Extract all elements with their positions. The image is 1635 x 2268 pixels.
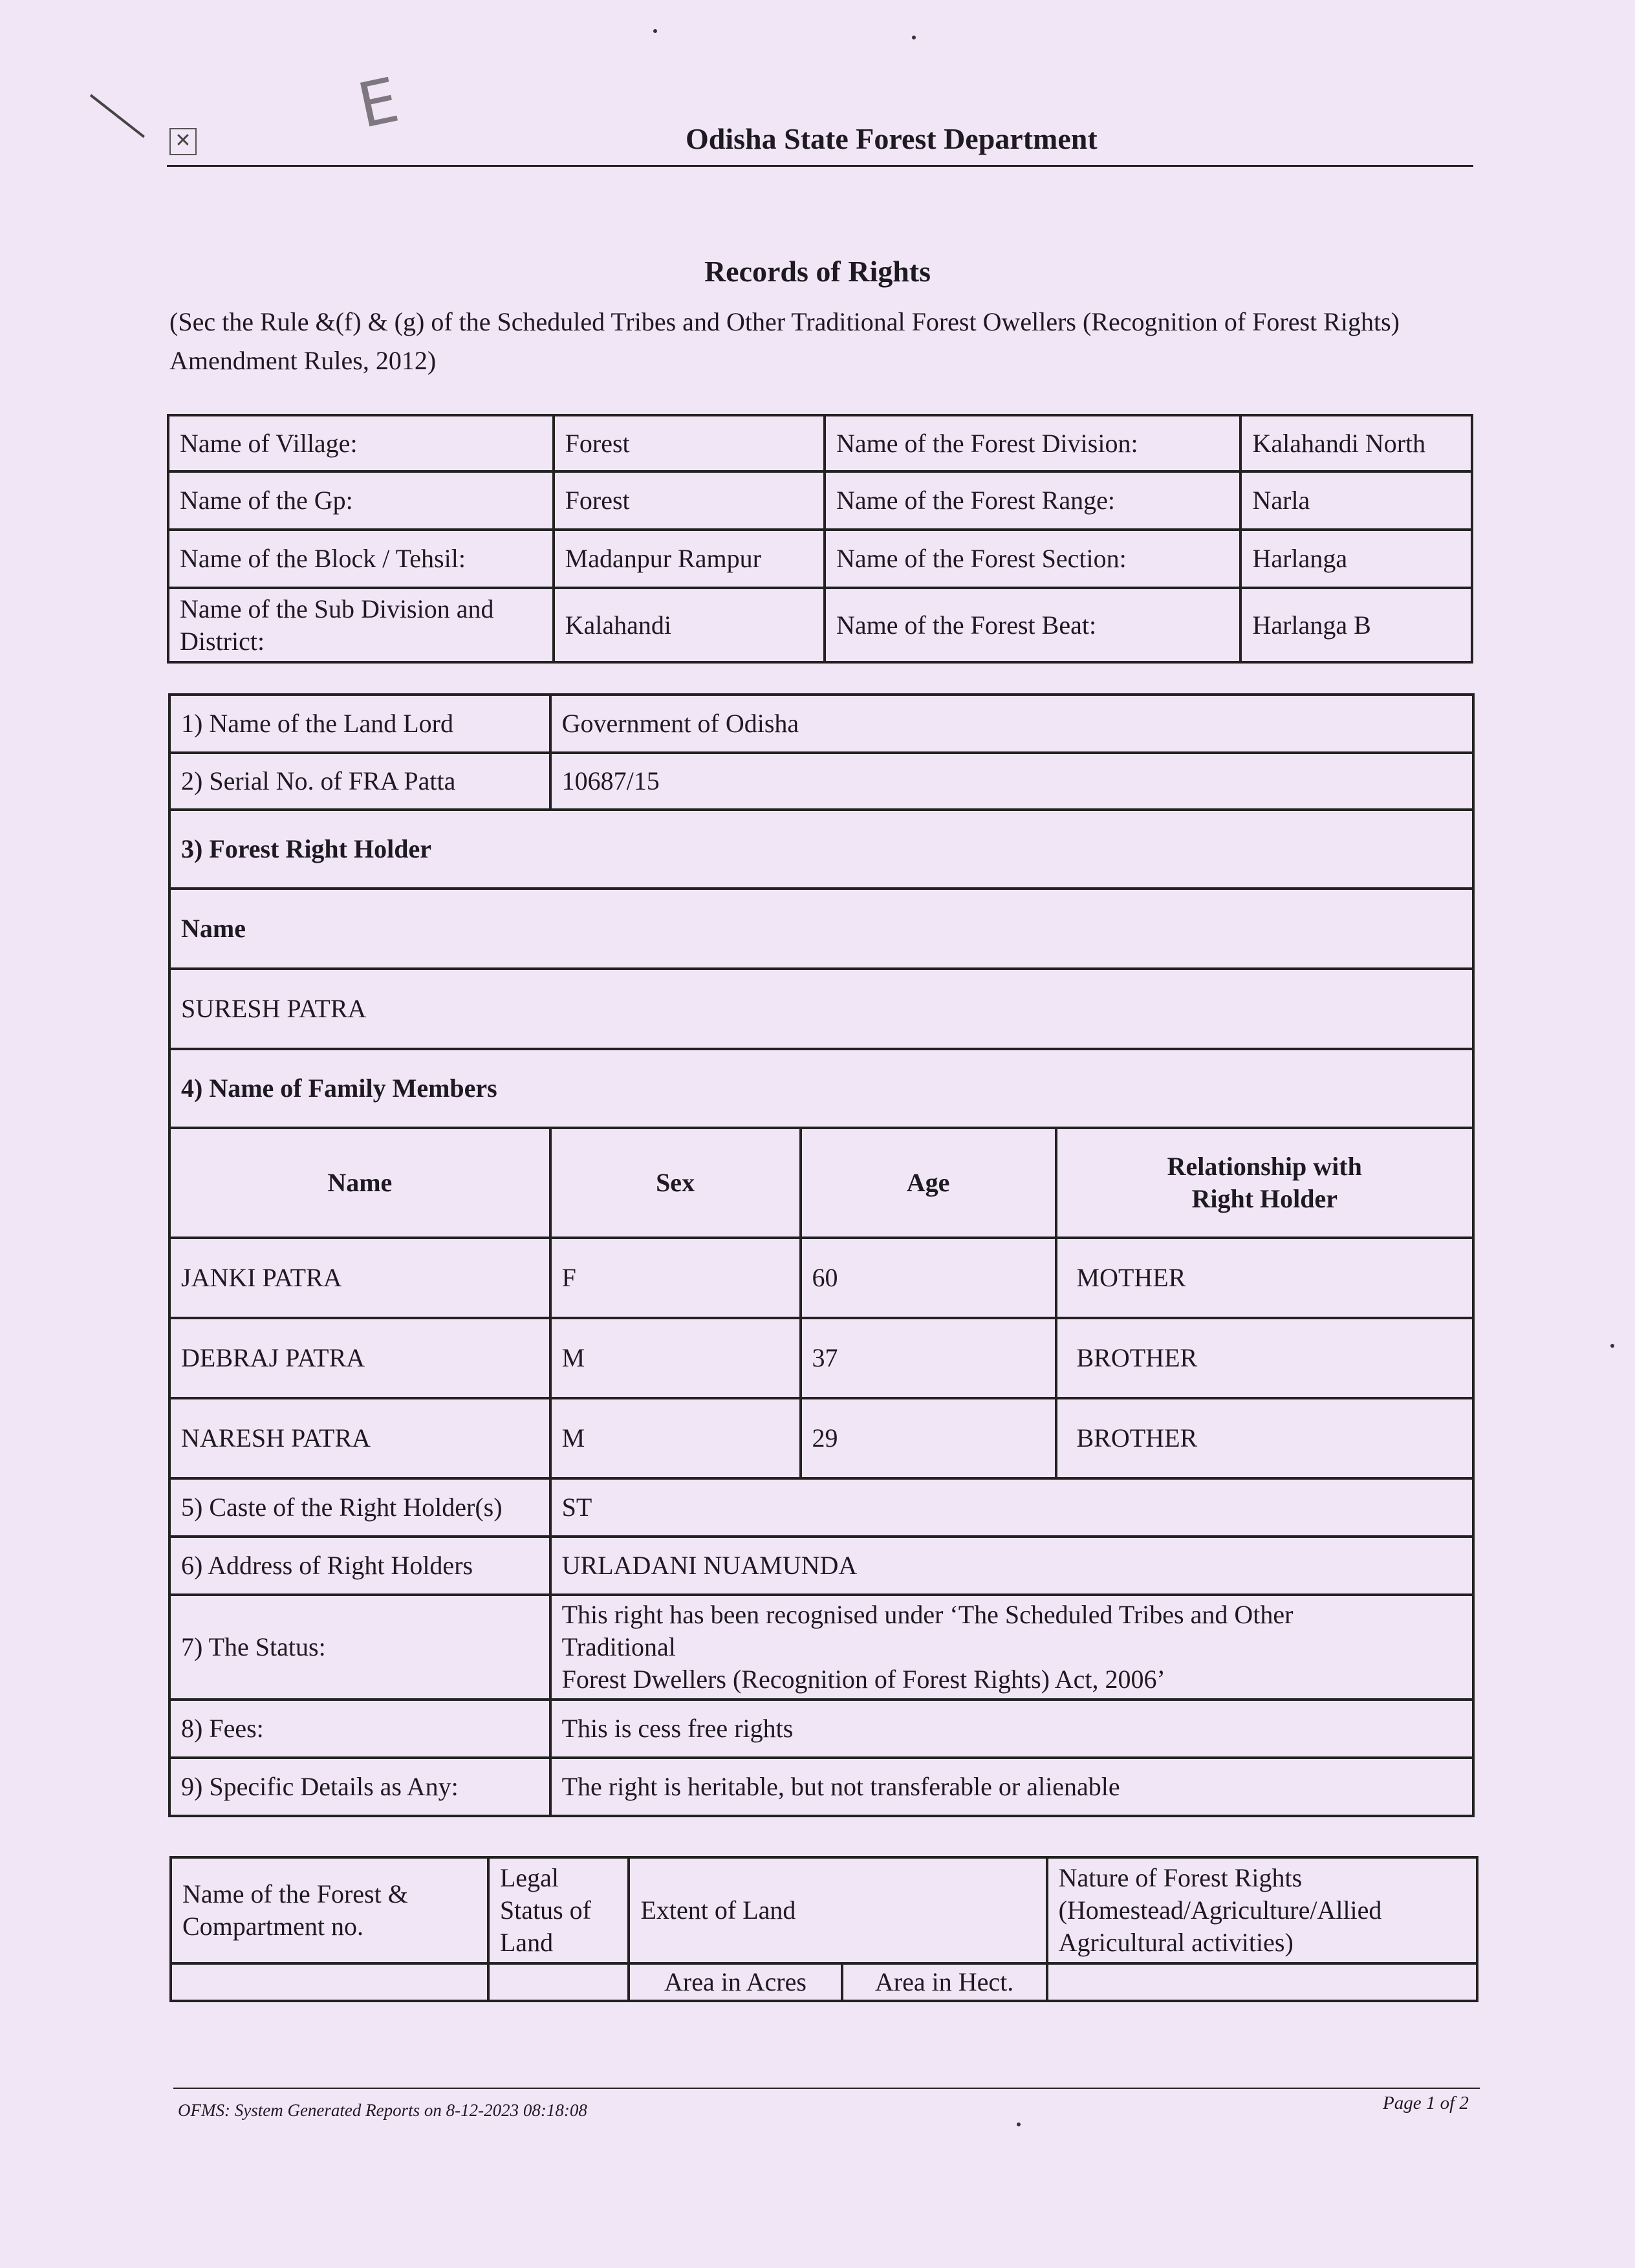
division-label: Name of the Forest Division: (825, 415, 1241, 471)
footer-generated: OFMS: System Generated Reports on 8-12-2023 08:18:08 (178, 2101, 587, 2120)
details-label: 9) Specific Details as Any: (169, 1758, 550, 1816)
caste-label: 5) Caste of the Right Holder(s) (169, 1478, 550, 1537)
gp-label: Name of the Gp: (168, 471, 554, 530)
subdivision-value: Kalahandi (554, 588, 825, 662)
status-label: 7) The Status: (169, 1595, 550, 1700)
landlord-value: Government of Odisha (550, 695, 1473, 753)
family-header-age: Age (801, 1128, 1056, 1238)
legal-status-label: Legal Status of Land (488, 1857, 629, 1963)
member-sex: M (550, 1398, 801, 1478)
handwritten-mark: E (352, 64, 405, 143)
area-hect-label: Area in Hect. (842, 1963, 1047, 2001)
member-name: NARESH PATRA (169, 1398, 550, 1478)
extent-label: Extent of Land (629, 1857, 1046, 1963)
section-label: Name of the Forest Section: (825, 530, 1241, 588)
gp-value: Forest (554, 471, 825, 530)
fees-label: 8) Fees: (169, 1700, 550, 1758)
scan-speck (912, 36, 916, 39)
land-table (169, 1856, 1478, 2002)
legal-status-value (488, 1963, 629, 2001)
pen-stroke (90, 94, 145, 138)
holder-heading: 3) Forest Right Holder (169, 810, 1473, 889)
patta-value: 10687/15 (550, 753, 1473, 810)
address-value: URLADANI NUAMUNDA (550, 1537, 1473, 1595)
range-label: Name of the Forest Range: (825, 471, 1241, 530)
block-value: Madanpur Rampur (554, 530, 825, 588)
member-relation: MOTHER (1056, 1238, 1474, 1318)
village-value: Forest (554, 415, 825, 471)
member-age: 60 (801, 1238, 1056, 1318)
block-label: Name of the Block / Tehsil: (168, 530, 554, 588)
family-header-relationship: Relationship with Right Holder (1056, 1128, 1474, 1238)
scan-speck (653, 29, 657, 33)
village-label: Name of Village: (168, 415, 554, 471)
details-value: The right is heritable, but not transferable or alienable (550, 1758, 1473, 1816)
member-name: JANKI PATRA (169, 1238, 550, 1318)
name-heading: Name (169, 889, 1473, 969)
member-age: 29 (801, 1398, 1056, 1478)
member-relation: BROTHER (1056, 1398, 1474, 1478)
area-acres-label: Area in Acres (629, 1963, 841, 2001)
header-rule (167, 165, 1473, 167)
status-line-1: This right has been recognised under ‘The Scheduled Tribes and Other Traditional (561, 1600, 1294, 1661)
document-subtitle: (Sec the Rule &(f) & (g) of the Scheduled Tribes and Other Traditional Forest Owellers (Recognition of Forest Rights) Amendment Rules, 2012) (169, 307, 1400, 375)
table-row (169, 1398, 1473, 1478)
member-age: 37 (801, 1318, 1056, 1398)
forest-compartment-label: Name of the Forest & Compartment no. (171, 1857, 488, 1963)
department-title: Odisha State Forest Department (686, 122, 1098, 155)
subdivision-label: Name of the Sub Division and District: (168, 588, 554, 662)
beat-value: Harlanga B (1240, 588, 1472, 662)
member-relation: BROTHER (1056, 1318, 1474, 1398)
document-title: Records of Rights (704, 255, 931, 288)
range-value: Narla (1240, 471, 1472, 530)
footer-rule (173, 2088, 1480, 2089)
member-name: DEBRAJ PATRA (169, 1318, 550, 1398)
family-header-name: Name (169, 1128, 550, 1238)
scan-speck (1017, 2122, 1021, 2126)
nature-value (1047, 1963, 1477, 2001)
table-row (169, 1238, 1473, 1318)
caste-value: ST (550, 1478, 1473, 1537)
family-header-sex: Sex (550, 1128, 801, 1238)
forest-compartment-value (171, 1963, 488, 2001)
member-sex: M (550, 1318, 801, 1398)
record-table (168, 693, 1475, 1817)
address-label: 6) Address of Right Holders (169, 1537, 550, 1595)
division-value: Kalahandi North (1240, 415, 1472, 471)
member-sex: F (550, 1238, 801, 1318)
patta-label: 2) Serial No. of FRA Patta (169, 753, 550, 810)
scan-speck (1610, 1344, 1614, 1348)
status-line-2: Forest Dwellers (Recognition of Forest Rights) Act, 2006’ (561, 1665, 1165, 1694)
status-value (550, 1595, 1473, 1700)
nature-label: Nature of Forest Rights (Homestead/Agriculture/Allied Agricultural activities) (1047, 1857, 1477, 1963)
close-icon: ✕ (169, 128, 197, 155)
footer-page-number: Page 1 of 2 (1383, 2093, 1469, 2113)
beat-label: Name of the Forest Beat: (825, 588, 1241, 662)
table-row (169, 1318, 1473, 1398)
family-heading: 4) Name of Family Members (169, 1049, 1473, 1128)
holder-name: SURESH PATRA (169, 969, 1473, 1049)
landlord-label: 1) Name of the Land Lord (169, 695, 550, 753)
location-table (167, 414, 1473, 664)
fees-value: This is cess free rights (550, 1700, 1473, 1758)
section-value: Harlanga (1240, 530, 1472, 588)
